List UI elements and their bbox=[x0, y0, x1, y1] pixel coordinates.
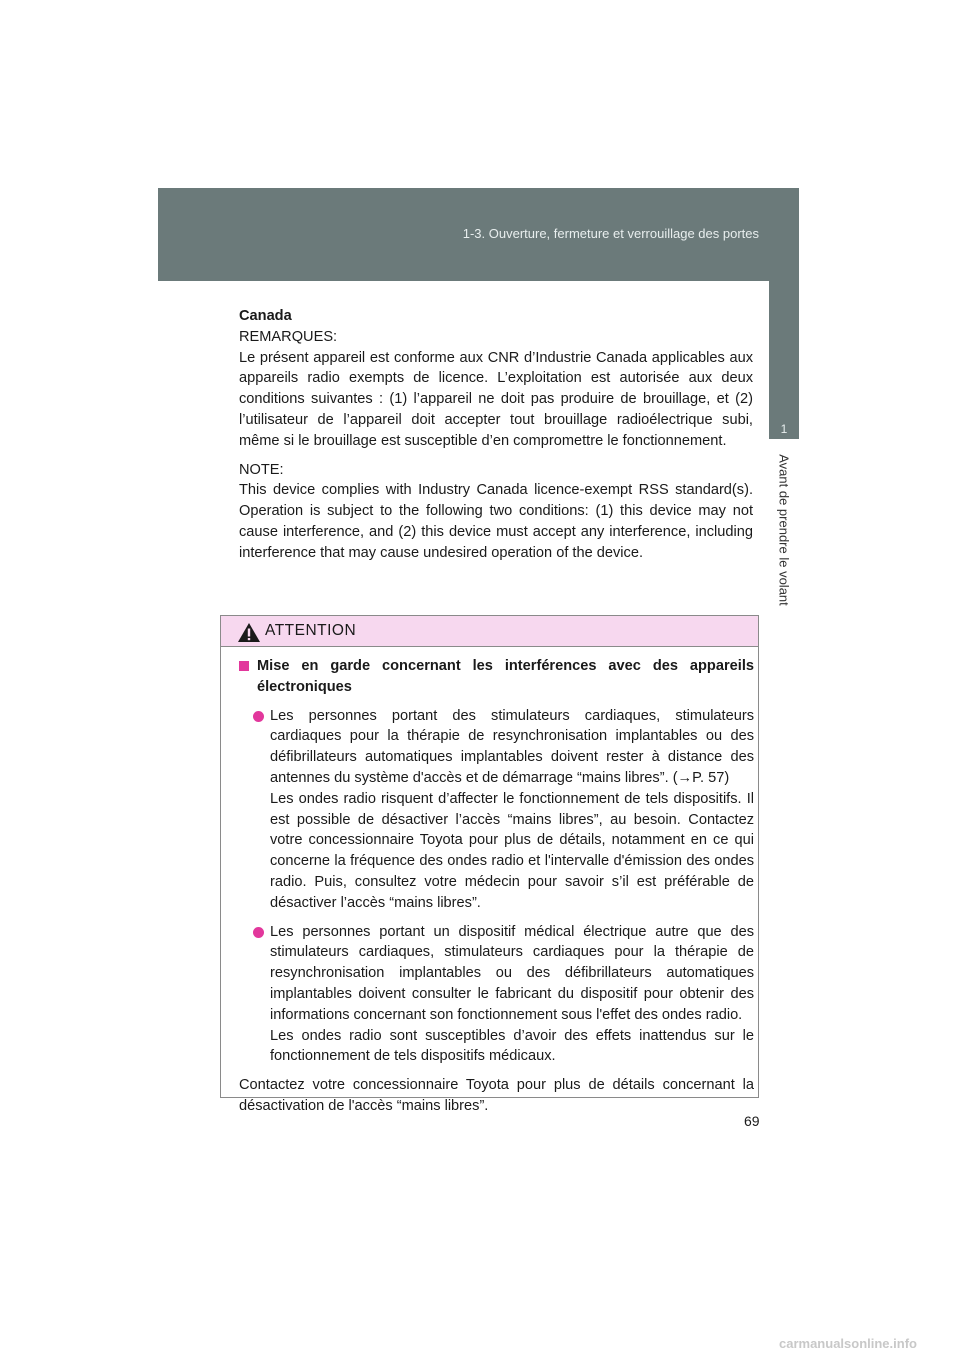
bullet-text: Les ondes radio sont susceptibles d’avoir des effets inattendus sur le fonctionnement de tels dispositifs médicaux. bbox=[270, 1027, 754, 1065]
bullet-text: Les personnes portant des stimulateurs cardiaques, stimulateurs cardiaques pour la thérapie de resynchronisation implantables ou des défibrillateurs automatiques implantables doivent rester à distance des antennes du système d'accès et de démarrage “mains libres”. (→P. 57) bbox=[270, 707, 754, 786]
note-label: NOTE: bbox=[239, 461, 284, 478]
watermark-text: carmanualsonline.info bbox=[779, 1336, 917, 1351]
warning-triangle-icon bbox=[237, 622, 261, 643]
side-chapter-label: Avant de prendre le volant bbox=[776, 454, 792, 606]
chapter-header-band bbox=[158, 188, 799, 281]
circle-bullet-icon bbox=[253, 711, 264, 722]
bullet-text: Les ondes radio risquent d’affecter le fonctionnement de tels dispositifs. Il est possible de désactiver l’accès “mains libres”, au besoin. Contactez votre concessionnaire Toyota pour plus de détails, notamment en ce qui concerne la fréquence des ondes radio et l'intervalle d'émission des ondes radio. Puis, consultez votre médecin pour savoir s’il est préférable de désactiver l’accès “mains libres”. bbox=[270, 790, 754, 911]
side-tab-number: 1 bbox=[780, 422, 788, 436]
attention-body bbox=[239, 656, 754, 1131]
list-item bbox=[239, 922, 754, 1068]
remarques-text: Le présent appareil est conforme aux CNR d’Industrie Canada applicables aux appareils radio exempts de licence. L’exploitation est autorisée aux deux conditions suivantes : (1) l’appareil ne doit pas produire de brouillage, et (2) l’utilisateur de l’appareil doit accepter tout brouillage radioélectrique subi, même si le brouillage est susceptible d’en compromettre le fonctionnement. bbox=[239, 349, 753, 449]
country-heading: Canada bbox=[239, 308, 292, 324]
attention-closing: Contactez votre concessionnaire Toyota pour plus de détails concernant la désactivation de l'accès “mains libres”. bbox=[239, 1077, 754, 1114]
attention-heading bbox=[239, 656, 754, 698]
bullet-text: Les personnes portant un dispositif médical électrique autre que des stimulateurs cardiaques, stimulateurs cardiaques pour la thérapie de resynchronisation implantables ou des défibrillateurs automatiques implantables doivent consulter le fabricant du dispositif pour obtenir des informations concernant son fonctionnement sous l'effet des ondes radio. bbox=[270, 923, 754, 1023]
remarques-label: REMARQUES: bbox=[239, 328, 338, 345]
note-text: This device complies with Industry Canada licence-exempt RSS standard(s). Operation is subject to the following two conditions: (1) this device may not cause interference, and (2) this device must accept any interference, including interference that may cause undesired operation of the device. bbox=[239, 482, 753, 561]
section-title: 1-3. Ouverture, fermeture et verrouillage des portes bbox=[462, 226, 759, 241]
attention-header bbox=[221, 616, 758, 647]
attention-label: ATTENTION bbox=[265, 622, 357, 639]
list-item bbox=[239, 706, 754, 914]
side-chapter-tab bbox=[769, 281, 799, 439]
attention-heading-text: Mise en garde concernant les interférences avec des appareils électroniques bbox=[257, 658, 754, 695]
circle-bullet-icon bbox=[253, 927, 264, 938]
attention-box bbox=[220, 615, 759, 1114]
square-bullet-icon bbox=[239, 661, 249, 671]
page-number: 69 bbox=[744, 1113, 760, 1129]
main-content bbox=[239, 306, 753, 564]
